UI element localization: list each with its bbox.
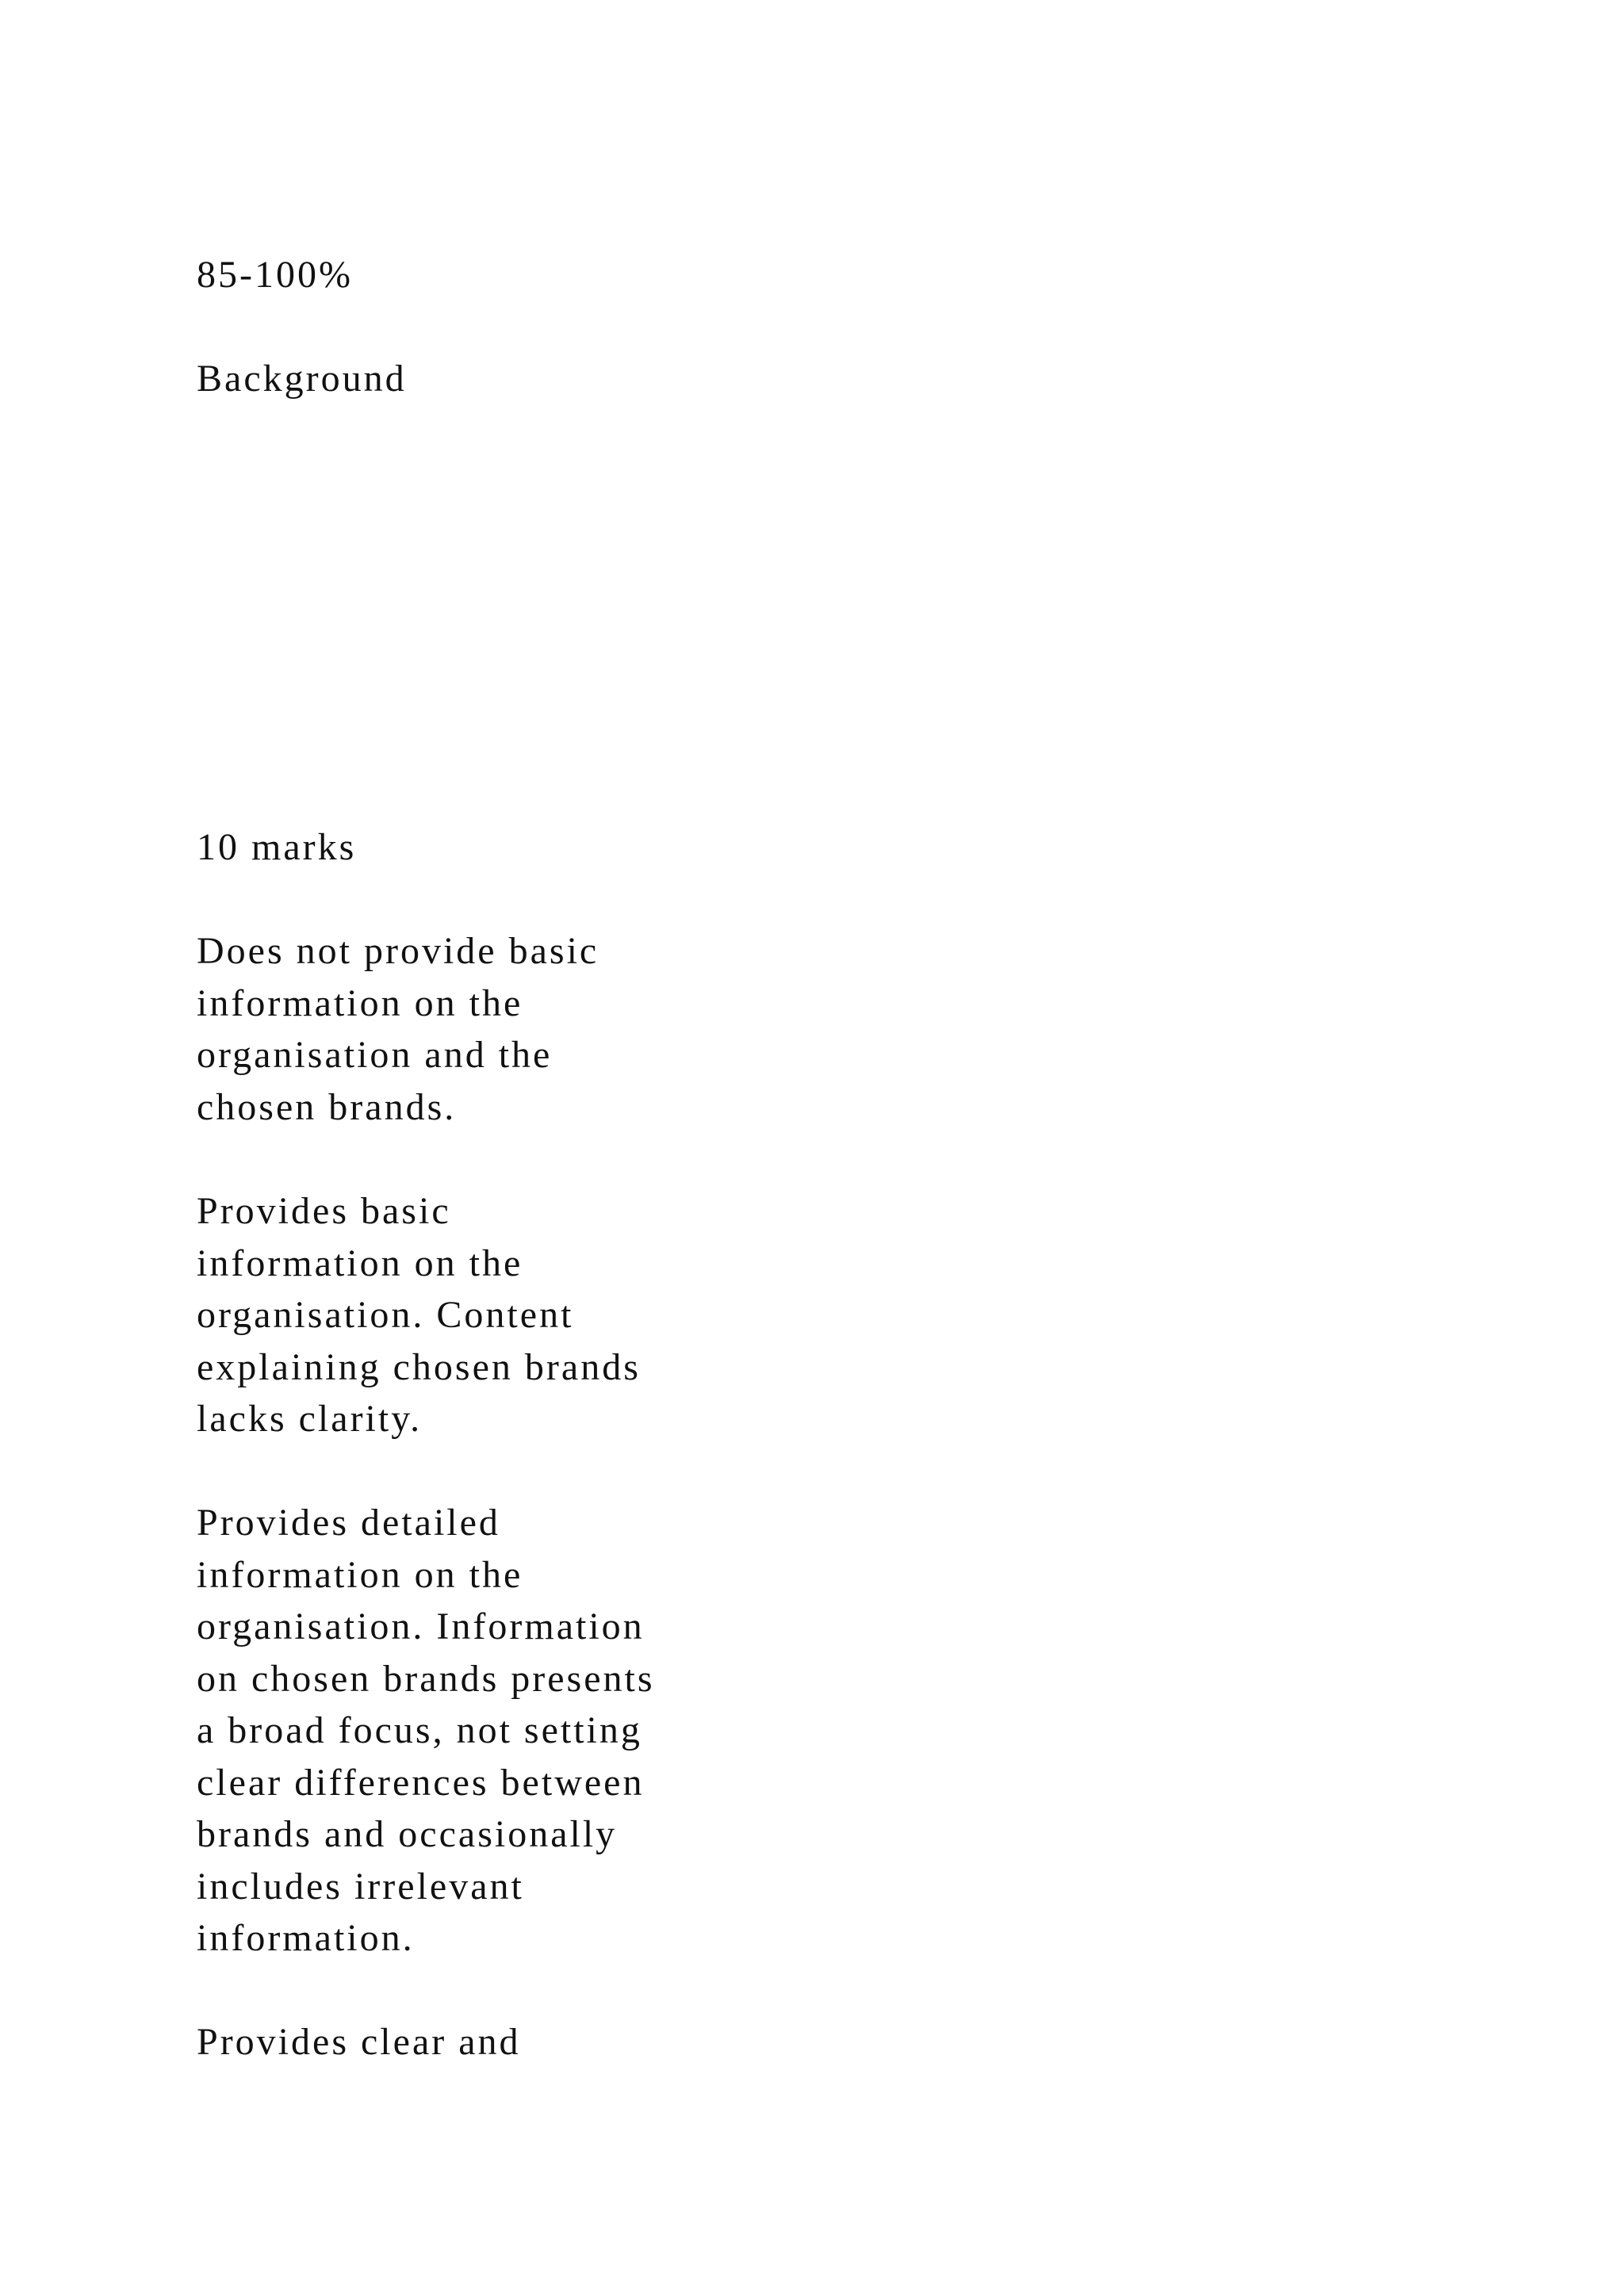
marks-value: 10 marks <box>197 826 357 868</box>
criterion-heading: Background <box>197 358 407 400</box>
criterion-description-3: Provides detailed information on the organisation. Information on chosen brands presents a broad focus, not setting clear differences between brands and occasionally includes irrelevant information. <box>197 1502 655 1959</box>
criterion-description-4: Provides clear and <box>197 2021 521 2063</box>
grade-range: 85-100% <box>197 254 353 296</box>
criterion-description-1: Does not provide basic information on the organisation and the chosen brands. <box>197 930 599 1128</box>
criterion-description-2: Provides basic information on the organisation. Content explaining chosen brands lacks clarity. <box>197 1190 641 1440</box>
